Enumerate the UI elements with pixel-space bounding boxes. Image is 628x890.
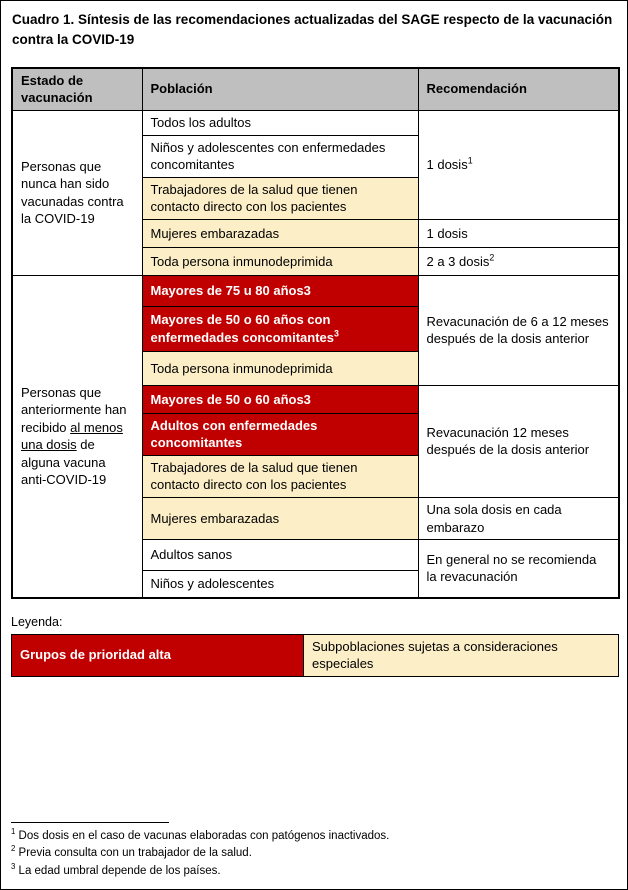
footnote-ref: 2 bbox=[11, 844, 16, 854]
population-cell: Niños y adolescentes bbox=[142, 571, 418, 598]
footnote-ref: 2 bbox=[489, 252, 495, 263]
footnote-ref: 3 bbox=[11, 862, 16, 872]
document-title: Cuadro 1. Síntesis de las recomendaciones actualizadas del SAGE respecto de la vacunación contra la COVID-19 bbox=[12, 12, 613, 48]
population-cell-special: Trabajadores de la salud que tienen contacto directo con los pacientes bbox=[142, 455, 418, 497]
population-cell-special: Toda persona inmunodeprimida bbox=[142, 351, 418, 385]
population-cell: Todos los adultos bbox=[142, 110, 418, 135]
recommendation-cell: 2 a 3 dosis$^2$ bbox=[418, 247, 619, 275]
population-cell-high-priority: Adultos con enfermedades concomitantes bbox=[142, 413, 418, 455]
footnote-3: $^3$ La edad umbral depende de los países. bbox=[11, 862, 221, 878]
footnotes-block bbox=[11, 822, 611, 881]
column-header-estado: Estado de vacunación bbox=[12, 68, 142, 111]
recommendation-cell: 1 dosis$^1$ bbox=[418, 110, 619, 219]
population-cell-high-priority: Mayores de 50 o 60 años3 bbox=[142, 385, 418, 413]
section1-status-cell bbox=[12, 110, 142, 275]
population-cell: Niños y adolescentes con enfermedades concomitantes bbox=[142, 135, 418, 177]
recommendation-cell: Una sola dosis en cada embarazo bbox=[418, 497, 619, 539]
recommendation-cell: Revacunación de 6 a 12 meses después de la dosis anterior bbox=[418, 275, 619, 385]
footnote-ref: 3 bbox=[334, 328, 339, 339]
section2-status-cell bbox=[12, 275, 142, 597]
column-header-recomendacion: Recomendación bbox=[418, 68, 619, 111]
recommendation-cell: Revacunación 12 meses después de la dosis anterior bbox=[418, 385, 619, 497]
recommendation-cell: 1 dosis bbox=[418, 219, 619, 247]
legend-row bbox=[12, 634, 619, 676]
legend-high-priority-cell: Grupos de prioridad alta bbox=[12, 634, 304, 676]
section2-status-label-post: de alguna vacuna anti-COVID-19 bbox=[21, 437, 107, 488]
recommendations-table bbox=[11, 67, 620, 599]
population-cell-special: Toda persona inmunodeprimida bbox=[142, 247, 418, 275]
footnote-ref: 1 bbox=[11, 826, 16, 836]
table-row bbox=[12, 275, 619, 306]
footnote-1: $^1$ Dos dosis en el caso de vacunas elaboradas con patógenos inactivados. bbox=[11, 826, 390, 842]
legend-heading: Leyenda: bbox=[11, 614, 63, 629]
section2-status-label-underlined: al menos una dosis bbox=[21, 419, 123, 453]
section2-status-label-pre: Personas que anteriormente han recibido bbox=[21, 384, 127, 435]
footnote-separator bbox=[11, 822, 169, 823]
column-header-poblacion: Población bbox=[142, 68, 418, 111]
population-cell-special: Trabajadores de la salud que tienen contacto directo con los pacientes bbox=[142, 177, 418, 219]
table-row bbox=[12, 110, 619, 135]
legend-table bbox=[11, 634, 619, 677]
legend-special-cell: Subpoblaciones sujetas a consideraciones especiales bbox=[304, 634, 619, 676]
recommendation-cell: En general no se recomienda la revacunación bbox=[418, 540, 619, 598]
population-cell-high-priority: Mayores de 50 o 60 años con enfermedades concomitantes$^3$ bbox=[142, 306, 418, 351]
section1-status-label: Personas que nunca han sido vacunadas contra la COVID-19 bbox=[21, 158, 124, 227]
footnote-2: $^2$ Previa consulta con un trabajador de la salud. bbox=[11, 844, 252, 860]
table-header-row bbox=[12, 68, 619, 111]
footnote-ref: 1 bbox=[467, 155, 473, 166]
population-cell-high-priority: Mayores de 75 u 80 años3 bbox=[142, 275, 418, 306]
population-cell-special: Mujeres embarazadas bbox=[142, 497, 418, 539]
population-cell-special: Mujeres embarazadas bbox=[142, 219, 418, 247]
population-cell: Adultos sanos bbox=[142, 540, 418, 571]
